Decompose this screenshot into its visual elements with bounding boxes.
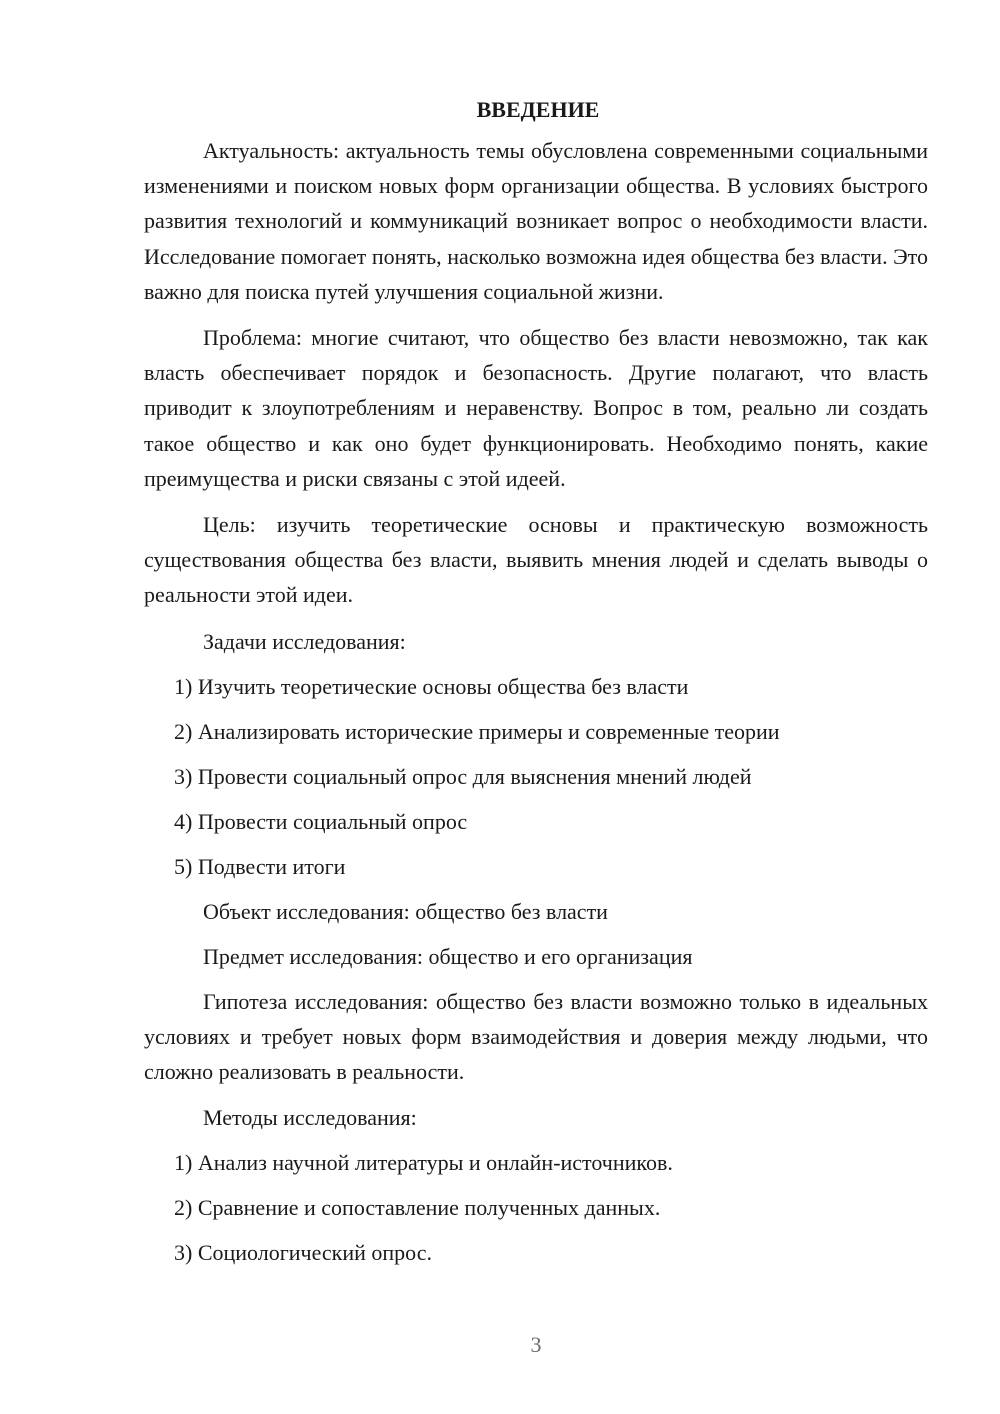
- problem-paragraph: Проблема: многие считают, что общество без власти невозможно, так как власть обеспечивает порядок и безопасность. Другие полагают, что власть приводит к злоупотреблениям и неравенству. Вопрос в том, реально ли создать такое общество и как оно будет функционировать. Необходимо понять, какие преимущества и риски связаны с этой идеей.: [144, 325, 928, 491]
- goal-paragraph: Цель: изучить теоретические основы и практическую возможность существования общества без власти, выявить мнения людей и сделать выводы о реальности этой идеи.: [144, 512, 928, 608]
- section-title: ВВЕДЕНИЕ: [476, 97, 600, 122]
- subject-line: Предмет исследования: общество и его организация: [203, 943, 693, 969]
- hypothesis-paragraph: Гипотеза исследования: общество без власти возможно только в идеальных условиях и требует новых форм взаимодействия и доверия между людьми, что сложно реализовать в реальности.: [144, 988, 928, 1085]
- object-line: Объект исследования: общество без власти: [203, 898, 608, 924]
- task-item: 1) Изучить теоретические основы общества без власти: [174, 673, 689, 699]
- document-page: [144, 92, 928, 1280]
- tasks-heading: Задачи исследования:: [203, 628, 406, 654]
- methods-heading: Методы исследования:: [203, 1105, 417, 1131]
- method-item: 3) Социологический опрос.: [174, 1240, 432, 1266]
- task-item: 5) Подвести итоги: [174, 853, 346, 879]
- task-item: 2) Анализировать исторические примеры и современные теории: [174, 718, 780, 744]
- task-item: 3) Провести социальный опрос для выяснения мнений людей: [174, 763, 752, 789]
- method-item: 2) Сравнение и сопоставление полученных данных.: [174, 1195, 661, 1221]
- page-number: 3: [530, 1332, 542, 1357]
- relevance-paragraph: Актуальность: актуальность темы обусловлена современными социальными изменениями и поиском новых форм организации общества. В условиях быстрого развития технологий и коммуникаций возникает вопрос о необходимости власти. Исследование помогает понять, насколько возможна идея общества без власти. Это важно для поиска путей улучшения социальной жизни.: [144, 138, 928, 304]
- method-item: 1) Анализ научной литературы и онлайн-источников.: [174, 1150, 673, 1176]
- task-item: 4) Провести социальный опрос: [174, 808, 468, 834]
